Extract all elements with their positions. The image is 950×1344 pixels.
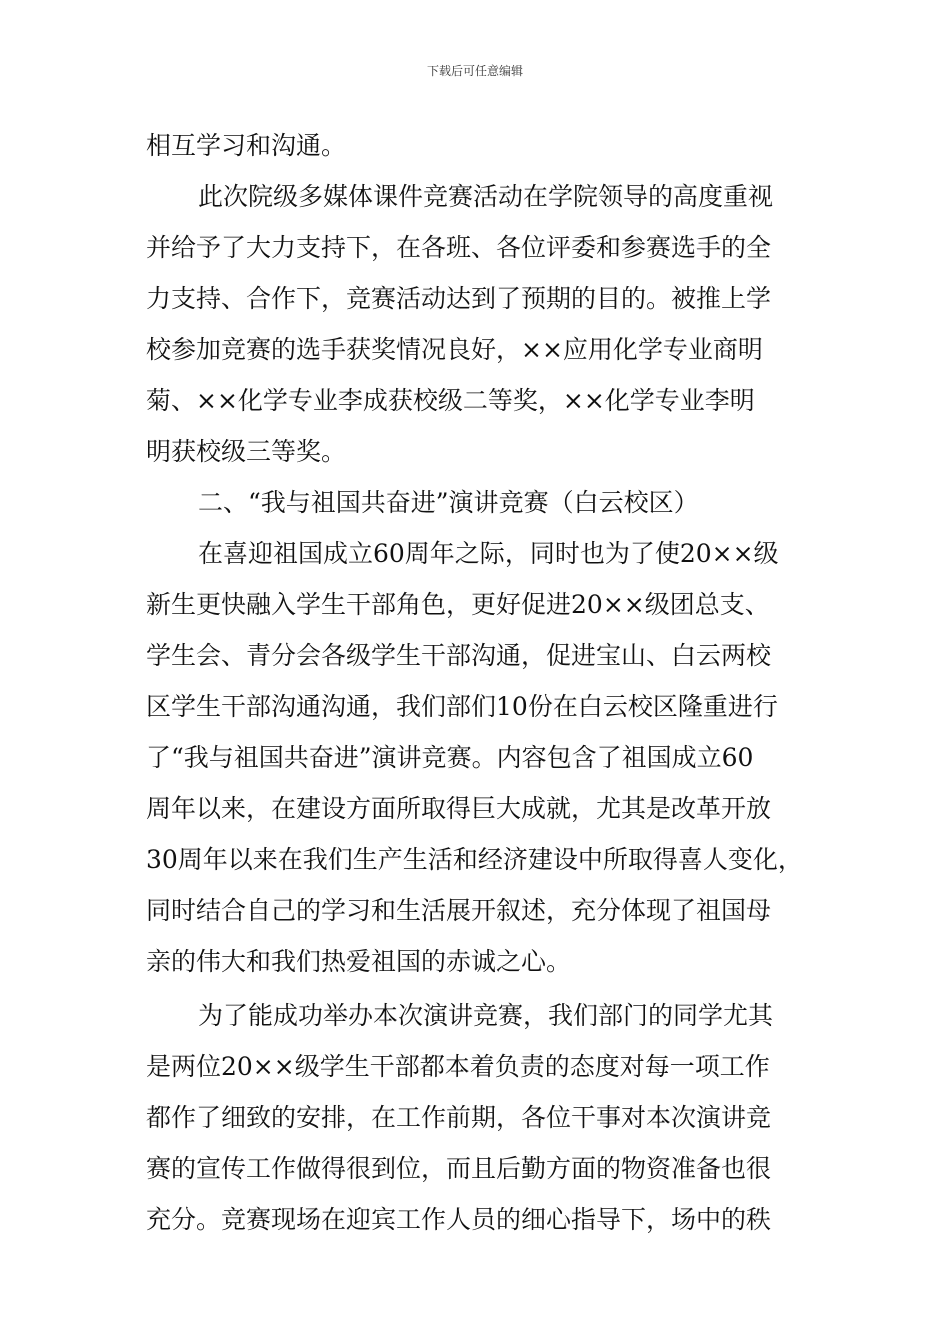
text-line: 周年以来，在建设方面所取得巨大成就，尤其是改革开放 <box>146 794 772 823</box>
text-line: 30周年以来在我们生产生活和经济建设中所取得喜人变化， <box>146 845 803 874</box>
paragraph-start-line: 在喜迎祖国成立60周年之际，同时也为了使20××级 <box>198 539 779 568</box>
text-line: 校参加竞赛的选手获奖情况良好，××应用化学专业商明 <box>146 335 763 364</box>
document-body <box>146 120 826 1245</box>
text-line: 赛的宣传工作做得很到位，而且后勤方面的物资准备也很 <box>146 1154 772 1183</box>
text-line: 区学生干部沟通沟通，我们部们10份在白云校区隆重进行 <box>146 692 778 721</box>
text-line: 力支持、合作下，竞赛活动达到了预期的目的。被推上学 <box>146 284 772 313</box>
text-line: 并给予了大力支持下，在各班、各位评委和参赛选手的全 <box>146 233 772 262</box>
paragraph-start-line: 此次院级多媒体课件竞赛活动在学院领导的高度重视 <box>198 182 774 211</box>
text-line: 学生会、青分会各级学生干部沟通，促进宝山、白云两校 <box>146 641 772 670</box>
text-line: 菊、××化学专业李成获校级二等奖，××化学专业李明 <box>146 386 755 415</box>
text-line: 是两位20××级学生干部都本着负责的态度对每一项工作 <box>146 1052 770 1081</box>
text-line: 充分。竞赛现场在迎宾工作人员的细心指导下，场中的秩 <box>146 1205 772 1234</box>
section-heading: 二、“我与祖国共奋进”演讲竞赛（白云校区） <box>198 488 699 517</box>
text-line: 新生更快融入学生干部角色，更好促进20××级团总支、 <box>146 590 770 619</box>
text-line: 亲的伟大和我们热爱祖国的赤诚之心。 <box>146 947 572 976</box>
text-line: 同时结合自己的学习和生活展开叙述，充分体现了祖国母 <box>146 896 772 925</box>
page-header: 下载后可任意编辑 <box>426 64 523 78</box>
text-line: 相互学习和沟通。 <box>146 131 347 160</box>
text-line: 明获校级三等奖。 <box>146 437 347 466</box>
paragraph-start-line: 为了能成功举办本次演讲竞赛，我们部门的同学尤其 <box>198 1001 774 1030</box>
text-line: 了“我与祖国共奋进”演讲竞赛。内容包含了祖国成立60 <box>146 743 754 772</box>
text-line: 都作了细致的安排，在工作前期，各位干事对本次演讲竞 <box>146 1103 772 1132</box>
